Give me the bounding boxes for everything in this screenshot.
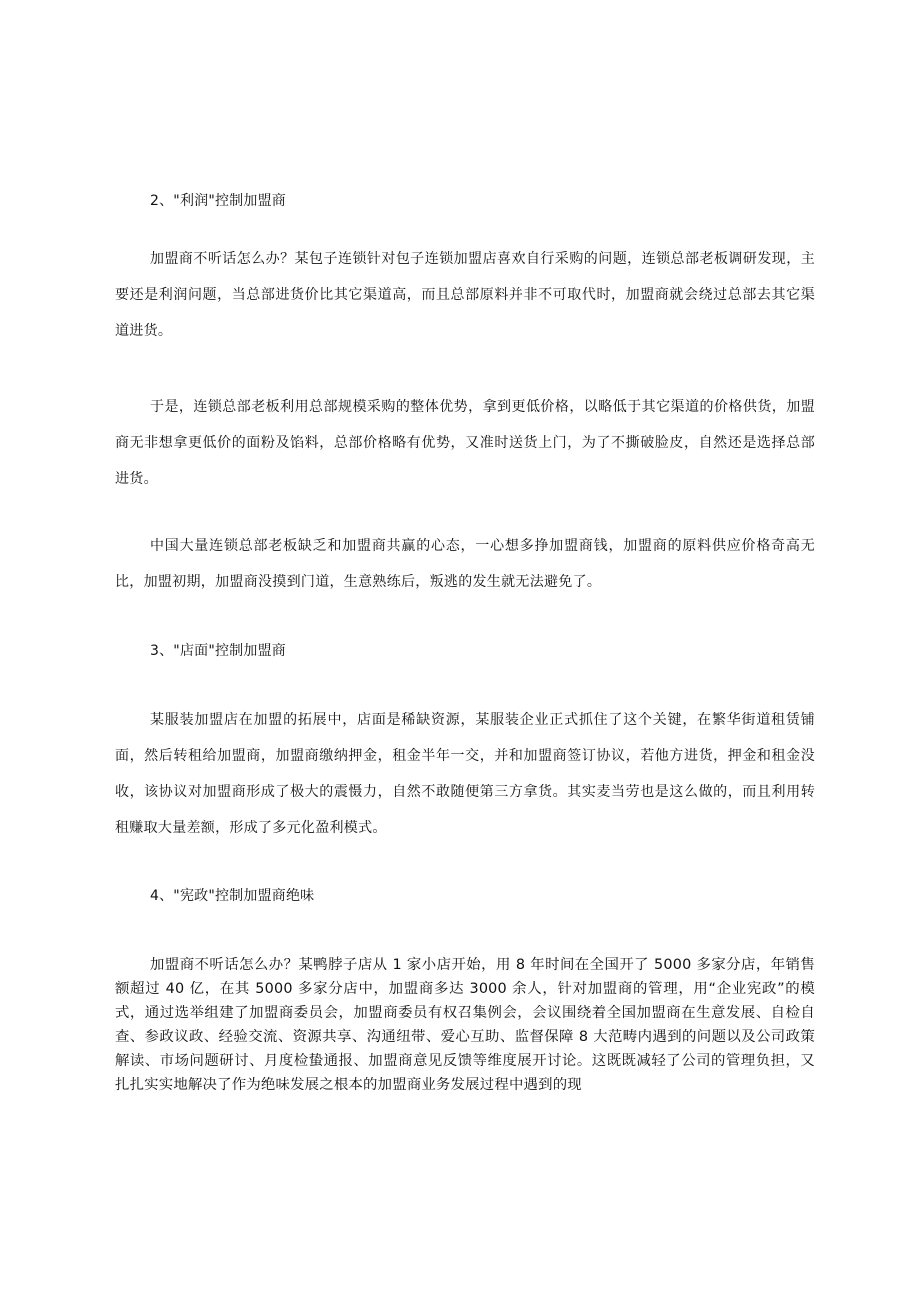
paragraph-constitution-1: 加盟商不听话怎么办？某鸭脖子店从 1 家小店开始，用 8 年时间在全国开了 5000 多家分店，年销售额超过 40 亿，在其 5000 多家分店中，加盟商多达 3000 余人，针对加盟商的管理，用“企业宪政”的模式，通过选举组建了加盟商委员会，加盟商委员有权召集例会，会议围绕着全国加盟商在生意发展、自检自查、参政议政、经验交流、资源共享、沟通纽带、爱心互助、监督保障 8 大范畴内遇到的问题以及公司政策解读、市场问题研讨、月度检蛰通报、加盟商意见反馈等维度展开讨论。这既既减轻了公司的管理负担，又扎扎实实地解决了作为绝味发展之根本的加盟商业务发展过程中遇到的现 bbox=[115, 957, 815, 1093]
paragraph-profit-2: 于是，连锁总部老板利用总部规模采购的整体优势，拿到更低价格，以略低于其它渠道的价格供货，加盟商无非想拿更低价的面粉及馅料，总部价格略有优势，又准时送货上门，为了不撕破脸皮，自然还是选择总部进货。 bbox=[115, 399, 815, 487]
paragraph-profit-1: 加盟商不听话怎么办？某包子连锁针对包子连锁加盟店喜欢自行采购的问题，连锁总部老板调研发现，主要还是利润问题，当总部进货价比其它渠道高，而且总部原料并非不可取代时，加盟商就会绕过总部去其它渠道进货。 bbox=[115, 251, 815, 339]
section-heading-profit: 2、"利润"控制加盟商 bbox=[150, 193, 286, 209]
section-heading-constitution: 4、"宪政"控制加盟商绝味 bbox=[150, 888, 315, 904]
paragraph-profit-3: 中国大量连锁总部老板缺乏和加盟商共赢的心态，一心想多挣加盟商钱，加盟商的原料供应价格奇高无比，加盟初期，加盟商没摸到门道，生意熟练后，叛逃的发生就无法避免了。 bbox=[115, 538, 815, 590]
section-heading-storefront: 3、"店面"控制加盟商 bbox=[150, 643, 286, 659]
paragraph-storefront-1: 某服装加盟店在加盟的拓展中，店面是稀缺资源，某服装企业正式抓住了这个关键，在繁华街道租赁铺面，然后转租给加盟商，加盟商缴纳押金，租金半年一交，并和加盟商签订协议，若他方进货，押金和租金没收，该协议对加盟商形成了极大的震慑力，自然不敢随便第三方拿货。其实麦当劳也是这么做的，而且利用转租赚取大量差额，形成了多元化盈利模式。 bbox=[115, 712, 815, 836]
